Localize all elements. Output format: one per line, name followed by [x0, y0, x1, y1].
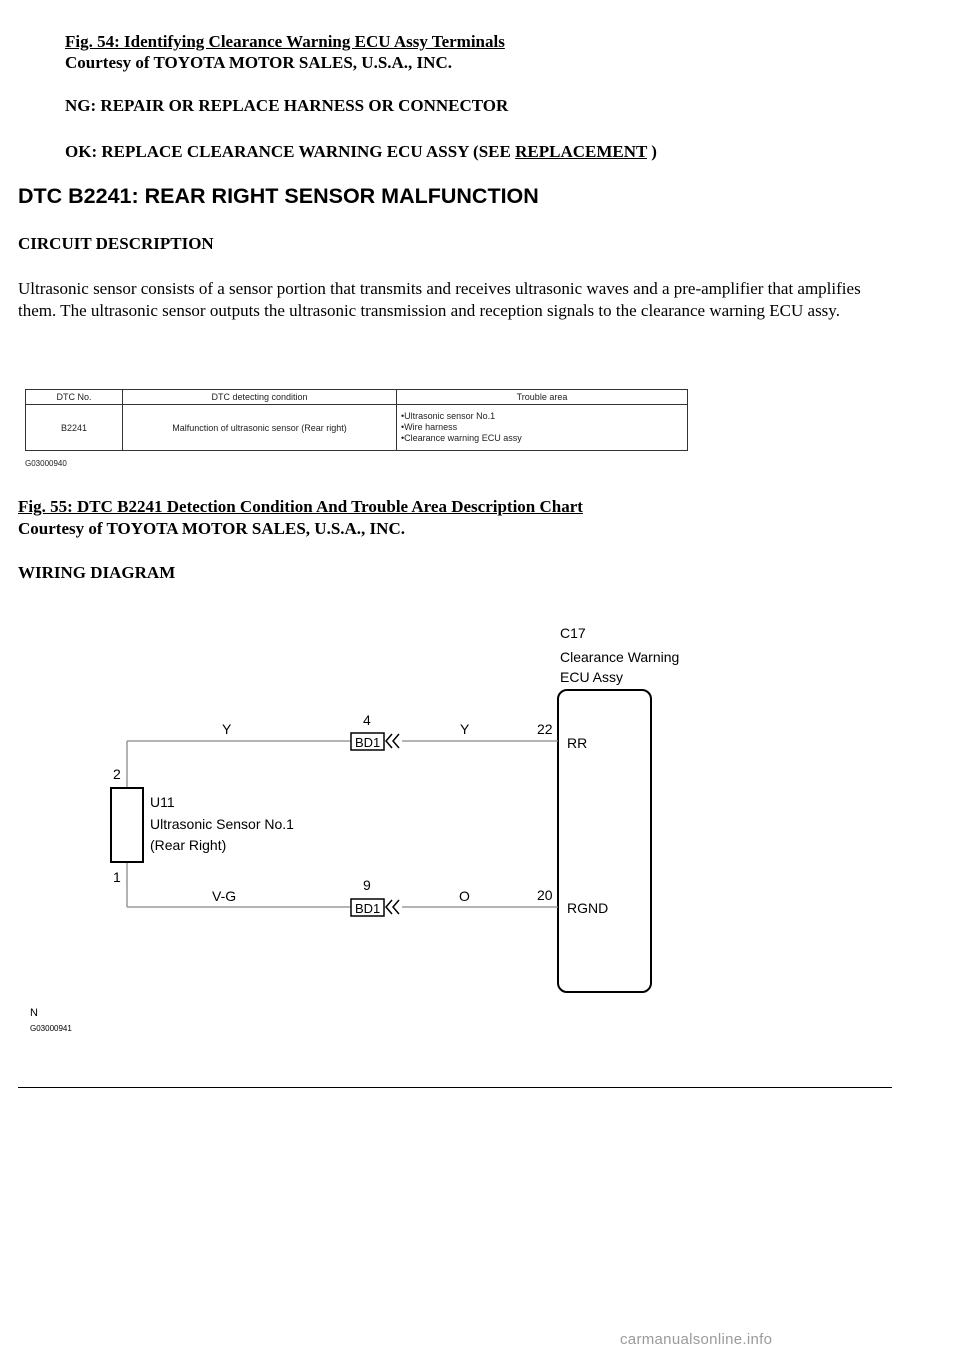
fig55-caption[interactable]: Fig. 55: DTC B2241 Detection Condition And Trouble Area Description Chart — [18, 497, 583, 516]
ecu-pin-rr: RR — [567, 735, 588, 751]
junction-label-bottom: BD1 — [355, 901, 381, 916]
wire-color-bottom-left: V-G — [212, 888, 237, 904]
trouble-area-item: •Clearance warning ECU assy — [401, 433, 522, 443]
trouble-area-item: •Ultrasonic sensor No.1 — [401, 411, 496, 421]
circuit-description-text: Ultrasonic sensor consists of a sensor portion that transmits and receives ultrasonic waves and a pre-amplifier that amplifies them. The ultrasonic sensor outputs the ultrasonic transmission and reception signals to the clearance warning ECU assy. — [18, 279, 861, 320]
sensor-pin-top: 2 — [113, 766, 121, 782]
sensor-connector-label: U11 — [150, 794, 175, 810]
ecu-pin-rgnd-number: 20 — [537, 887, 553, 903]
ecu-name-line2: ECU Assy — [560, 669, 624, 685]
wire-color-top-right: Y — [460, 721, 470, 737]
junction-chevrons-bottom-icon — [386, 900, 399, 914]
wire-color-bottom-right: O — [459, 888, 470, 904]
sensor-box — [111, 788, 143, 862]
header-trouble-area: Trouble area — [397, 390, 688, 405]
wiring-figure-id: G03000941 — [30, 1024, 72, 1033]
ecu-pin-rr-number: 22 — [537, 721, 553, 737]
watermark: carmanualsonline.info — [620, 1331, 773, 1348]
fig54-caption[interactable]: Fig. 54: Identifying Clearance Warning ECU Assy Terminals — [65, 32, 505, 51]
header-dtc-condition: DTC detecting condition — [123, 390, 397, 405]
ecu-connector-label: C17 — [560, 625, 586, 641]
dtc-code-cell: B2241 — [26, 405, 123, 451]
trouble-area-item: •Wire harness — [401, 422, 458, 432]
sensor-name-line2: (Rear Right) — [150, 837, 227, 853]
ok-result-suffix: ) — [647, 142, 657, 161]
dtc-condition-cell: Malfunction of ultrasonic sensor (Rear right) — [123, 405, 397, 451]
circuit-description-heading: CIRCUIT DESCRIPTION — [18, 234, 214, 253]
junction-chevrons-top-icon — [386, 734, 399, 748]
ecu-name-line1: Clearance Warning — [560, 649, 680, 665]
dtc-heading: DTC B2241: REAR RIGHT SENSOR MALFUNCTION — [18, 184, 539, 208]
ok-result-prefix: OK: REPLACE CLEARANCE WARNING ECU ASSY (SEE — [65, 142, 516, 161]
table-figure-id: G03000940 — [25, 459, 67, 468]
sensor-pin-bottom: 1 — [113, 869, 121, 885]
divider — [18, 1087, 892, 1088]
wiring-note: N — [30, 1007, 38, 1019]
wire-color-top-left: Y — [222, 721, 232, 737]
fig54-courtesy: Courtesy of TOYOTA MOTOR SALES, U.S.A., INC. — [65, 53, 452, 72]
ng-result: NG: REPAIR OR REPLACE HARNESS OR CONNECTOR — [65, 96, 509, 115]
sensor-name-line1: Ultrasonic Sensor No.1 — [150, 816, 294, 832]
replacement-link[interactable]: REPLACEMENT — [515, 142, 648, 161]
ecu-pin-rgnd: RGND — [567, 900, 609, 916]
junction-pin-bottom: 9 — [363, 877, 371, 893]
wiring-diagram-heading: WIRING DIAGRAM — [18, 563, 176, 582]
header-dtc-no: DTC No. — [26, 390, 123, 405]
junction-label-top: BD1 — [355, 735, 381, 750]
fig55-courtesy: Courtesy of TOYOTA MOTOR SALES, U.S.A., INC. — [18, 519, 405, 538]
junction-pin-top: 4 — [363, 712, 371, 728]
